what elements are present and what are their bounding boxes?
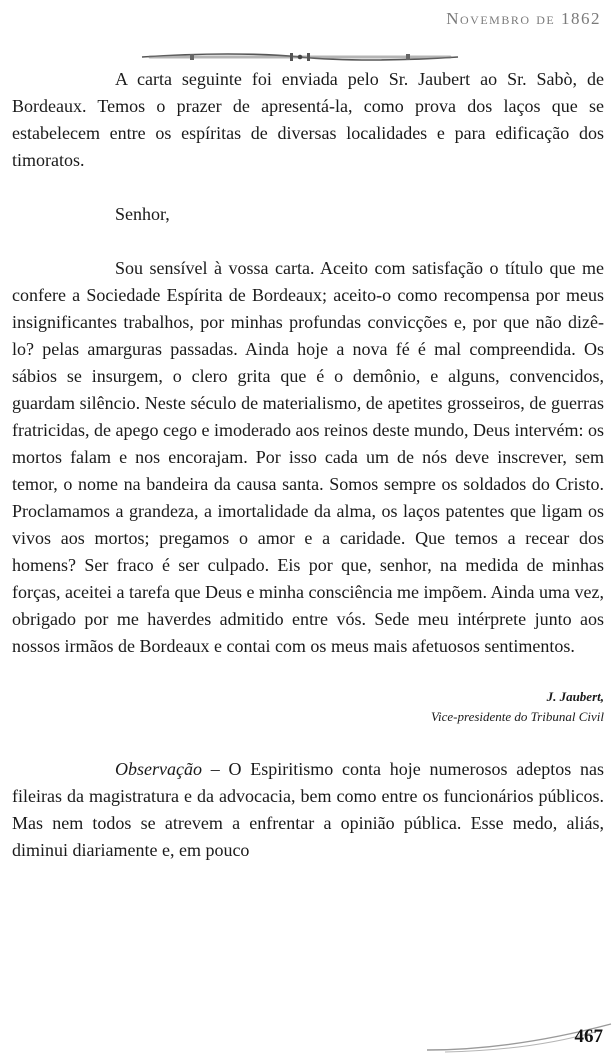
- header-ornament: [140, 50, 460, 64]
- signature-name: J. Jaubert,: [546, 689, 604, 704]
- page-content: [12, 66, 604, 864]
- signature-title: Vice-presidente do Tribunal Civil: [431, 709, 604, 724]
- signature-block: [12, 687, 604, 727]
- letter-salutation: Senhor,: [115, 204, 170, 224]
- observation-label: Observação: [115, 759, 202, 779]
- observation-text: – O Espiritismo conta hoje numerosos adeptos nas fileiras da magistratura e da advocacia, bem como entre os funcionários públicos. Mas nem todos se atrevem a enfrentar a opinião pública. Esse medo, aliás, diminui diariamente e, em pouco: [12, 759, 604, 860]
- running-header: Novembro de 1862: [446, 9, 601, 28]
- intro-paragraph: A carta seguinte foi enviada pelo Sr. Jaubert ao Sr. Sabò, de Bordeaux. Temos o prazer de apresentá-la, como prova dos laços que se estabelecem entre os espíritas de diversas localidades e para edificação dos timoratos.: [12, 69, 604, 170]
- page-number: 467: [574, 1026, 603, 1047]
- letter-body: Sou sensível à vossa carta. Aceito com satisfação o título que me confere a Sociedade Espírita de Bordeaux; aceito-o como recompensa por meus insignificantes trabalhos, por minhas profundas convicções e, por que não dizê-lo? pelas amarguras passadas. Ainda hoje a nova fé é mal compreendida. Os sábios se insurgem, o clero grita que é o demônio, e alguns, convencidos, guardam silêncio. Neste século de materialismo, de apetites grosseiros, de guerras fratricidas, de apego cego e imoderado aos reinos deste mundo, Deus intervém: os mortos falam e nos encorajam. Por isso cada um de nós deve inscrever, sem temor, o nome na bandeira da causa santa. Somos sempre os soldados do Cristo. Proclamamos a grandeza, a imortalidade da alma, os laços patentes que ligam os vivos aos mortos; pregamos o amor e a caridade. Que temos a recear dos homens? Ser fraco é ser culpado. Eis por que, senhor, na medida de minhas forças, aceitei a tarefa que Deus e minha consciência me impõem. Ainda uma vez, obrigado por me haverdes admitido entre vós. Sede meu intérprete junto aos nossos irmãos de Bordeaux e contai com os meus mais afetuosos sentimentos.: [12, 258, 604, 656]
- observation-paragraph: [12, 756, 604, 864]
